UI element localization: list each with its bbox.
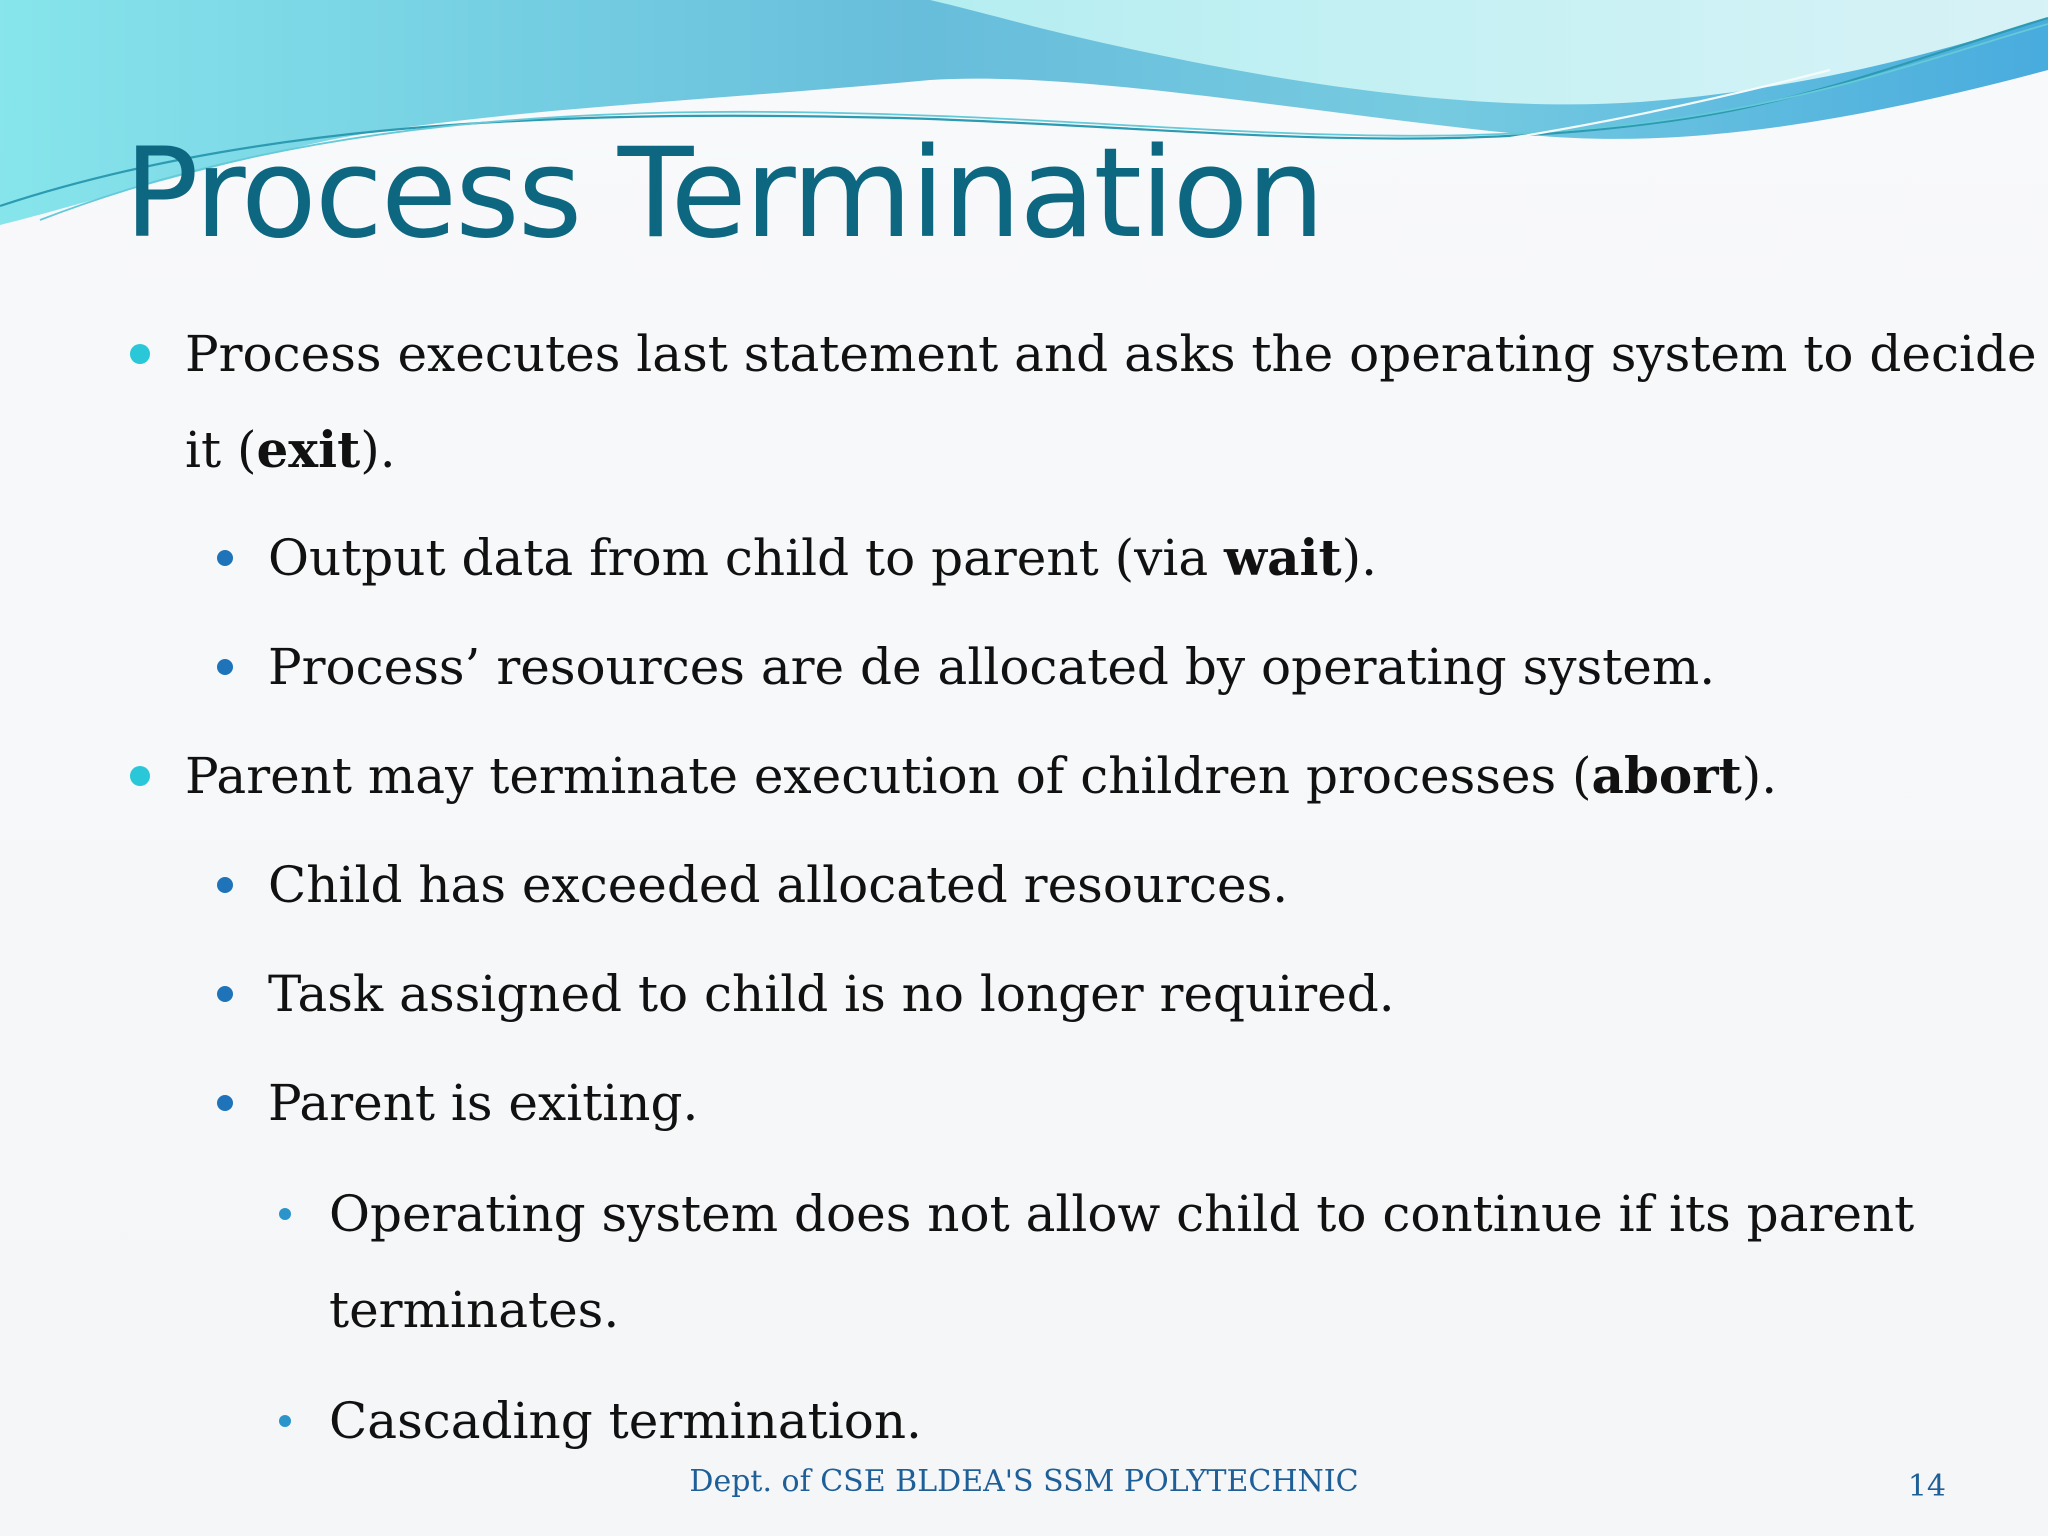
bullet-marker-level-1 <box>130 344 150 364</box>
bullet-2-bold-term: wait <box>1224 528 1342 587</box>
bullet-1-text: Process executes last statement and asks the operating system to decide <box>185 325 2037 383</box>
bullet-text <box>185 728 1777 824</box>
bullet-1-bold-term: exit <box>256 420 361 479</box>
bullet-marker-level-2 <box>217 877 233 893</box>
bullet-text-line-2: terminates. <box>329 1281 620 1339</box>
bullet-text: Parent is exiting. <box>268 1074 699 1132</box>
bullet-text: Task assigned to child is no longer required. <box>268 965 1395 1023</box>
bullet-text: Cascading termination. <box>329 1392 922 1450</box>
bullet-marker-level-2 <box>217 550 233 566</box>
bullet-marker-level-1 <box>130 766 150 786</box>
bullet-text: Process’ resources are de allocated by operating system. <box>268 638 1716 696</box>
bullet-marker-level-2 <box>217 659 233 675</box>
page-number: 14 <box>1907 1469 1946 1504</box>
slide-title: Process Termination <box>124 122 1323 266</box>
bullet-1-line2-prefix: it ( <box>185 421 257 479</box>
bullet-text-line-1 <box>185 306 2037 402</box>
bullet-4-bold-term: abort <box>1591 746 1742 805</box>
bullet-marker-level-2 <box>217 986 233 1002</box>
bullet-marker-level-2 <box>217 1095 233 1111</box>
bullet-1-suffix: ). <box>360 421 396 479</box>
bullet-text <box>268 510 1377 606</box>
bullet-text-line-1: Operating system does not allow child to continue if its parent <box>329 1185 1915 1243</box>
bullet-text: Child has exceeded allocated resources. <box>268 856 1289 914</box>
bullet-2-suffix: ). <box>1341 529 1377 587</box>
bullet-2-text: Output data from child to parent (via <box>268 529 1225 587</box>
bullet-4-suffix: ). <box>1741 747 1778 805</box>
slide-footer: Dept. of CSE BLDEA'S SSM POLYTECHNIC <box>689 1464 1359 1499</box>
bullet-marker-level-3 <box>279 1415 291 1427</box>
bullet-marker-level-3 <box>279 1208 291 1220</box>
bullet-text-line-2 <box>185 402 396 498</box>
bullet-4-text: Parent may terminate execution of children processes ( <box>185 747 1592 805</box>
